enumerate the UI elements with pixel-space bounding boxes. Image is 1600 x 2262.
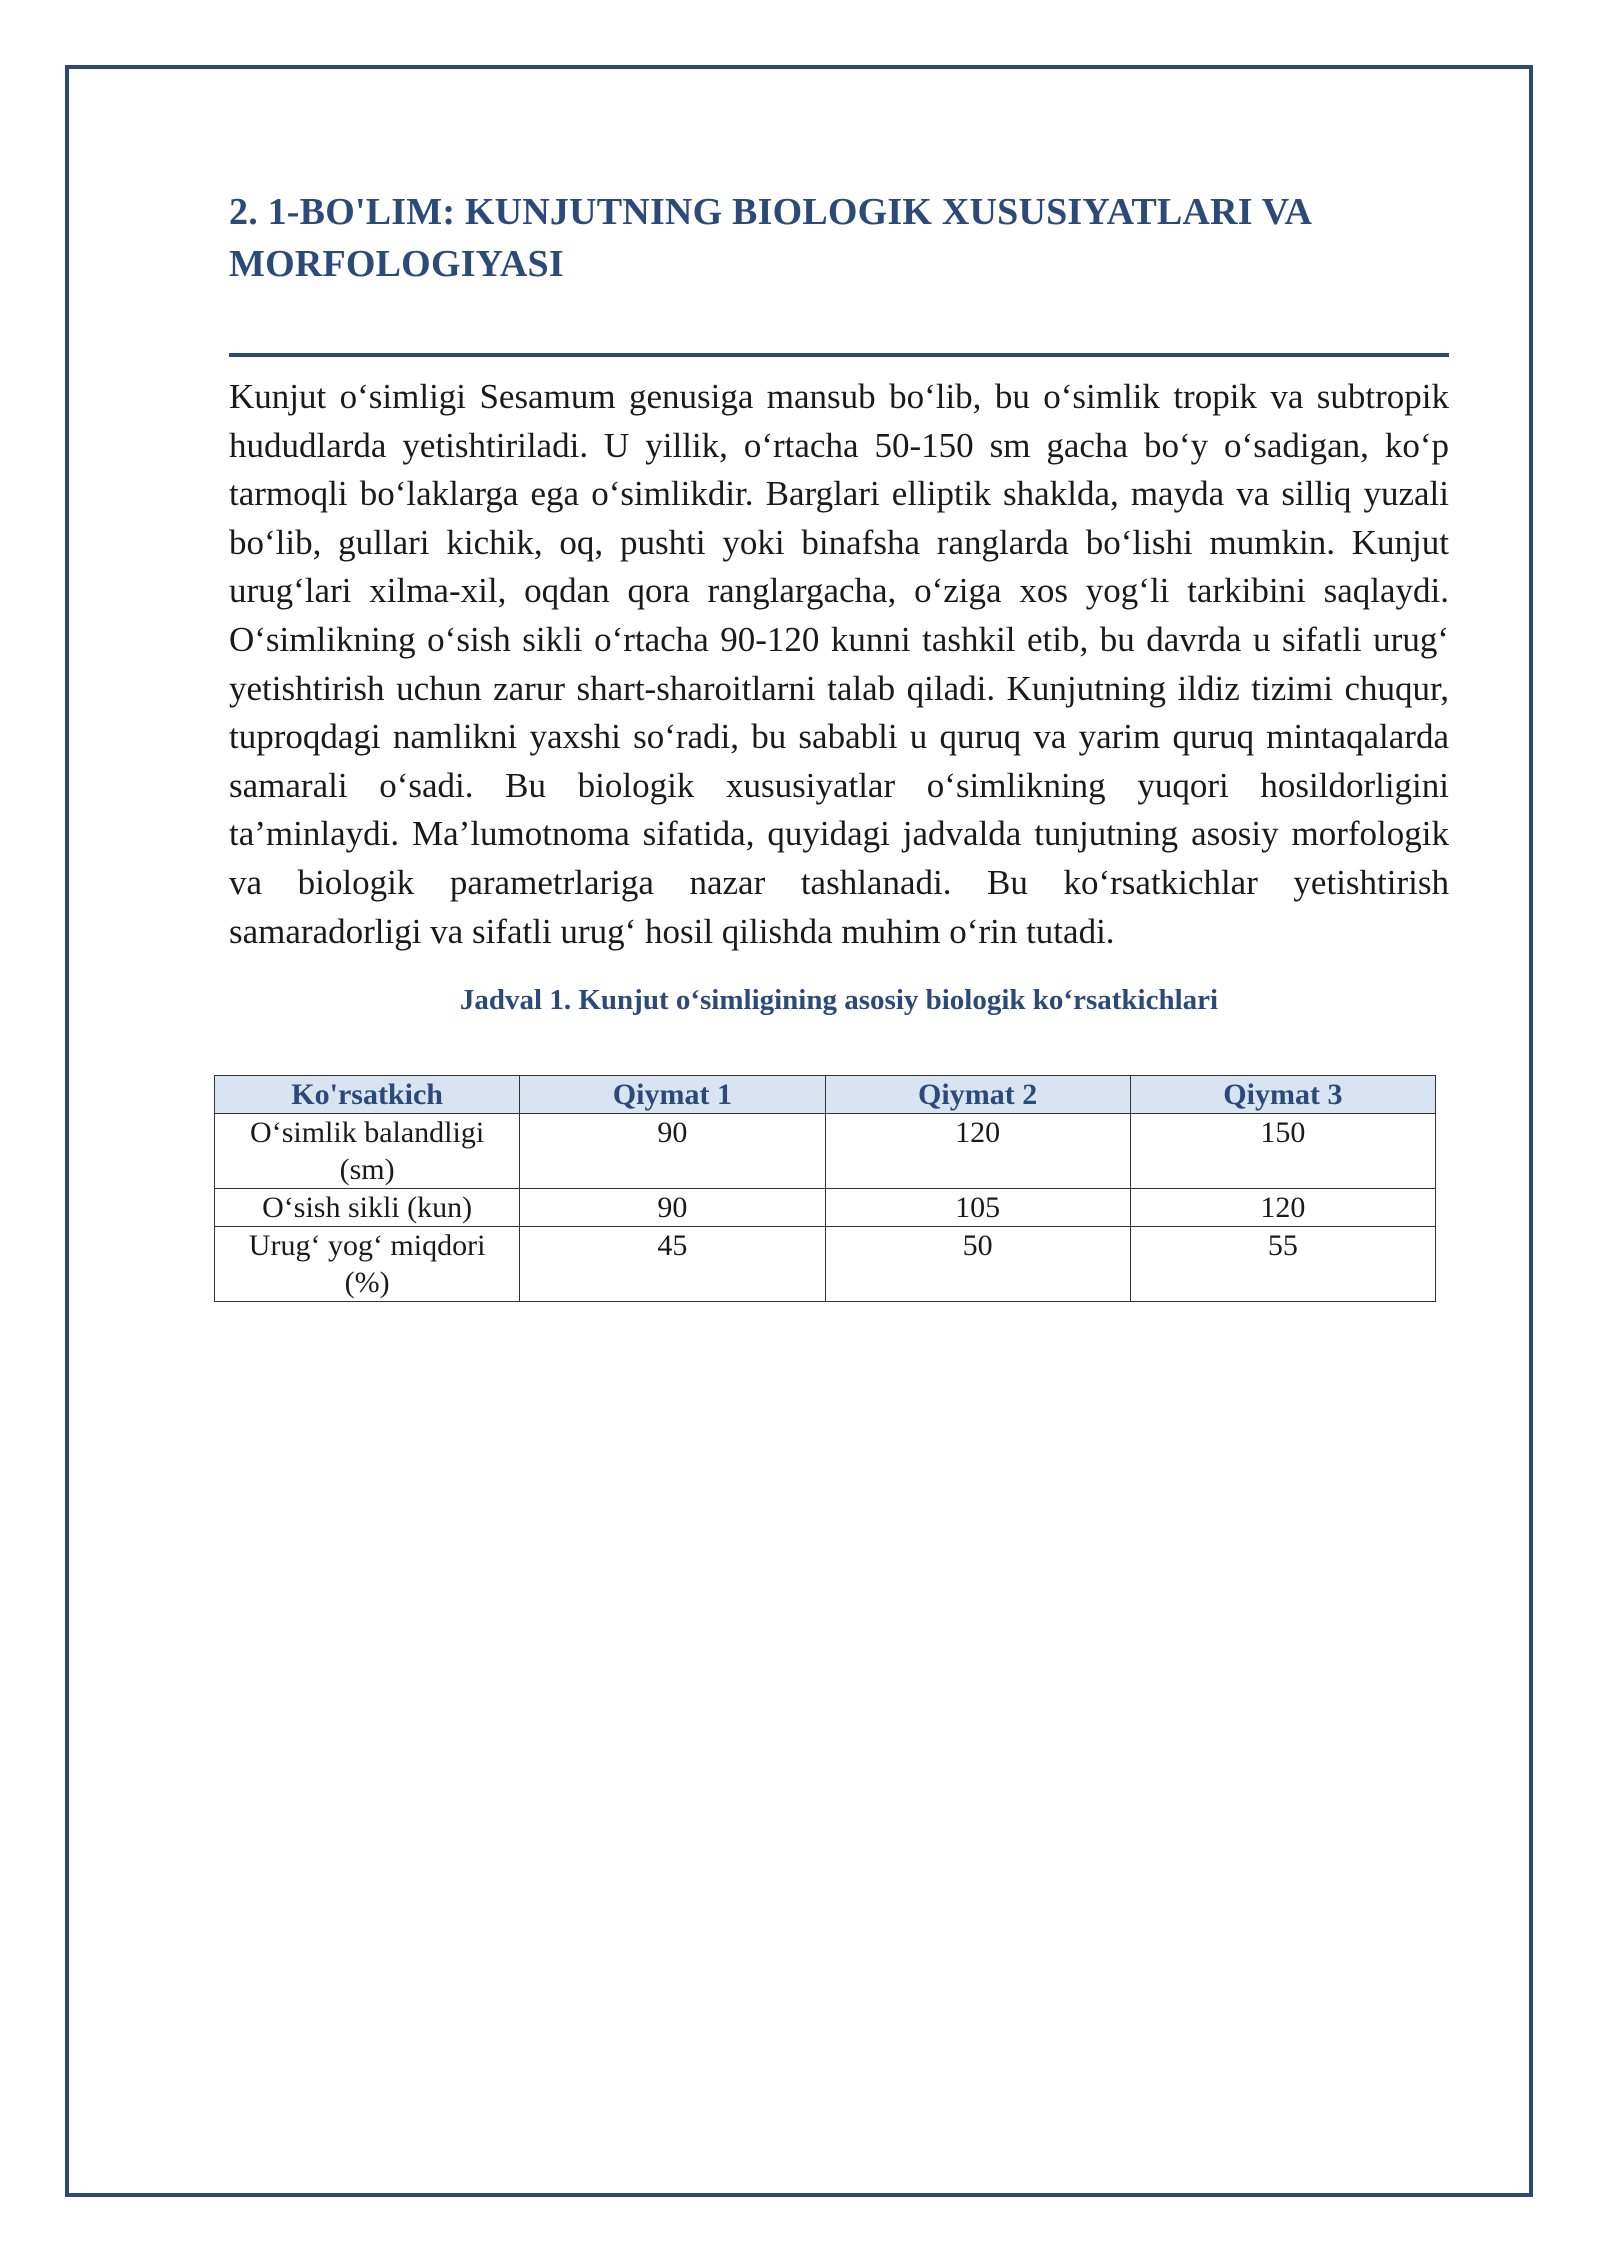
header-cell-value-1: Qiymat 1 — [520, 1076, 825, 1114]
section-heading: 2. 1-BO'LIM: KUNJUTNING BIOLOGIK XUSUSIYATLARI VA MORFOLOGIYASI — [229, 191, 1311, 285]
table-cell: 90 — [520, 1189, 825, 1227]
table-header-row — [215, 1076, 1436, 1114]
table-cell: 45 — [520, 1227, 825, 1302]
heading-divider — [229, 353, 1449, 357]
header-cell-indicator: Ko'rsatkich — [215, 1076, 520, 1114]
table-row — [215, 1189, 1436, 1227]
table-cell: 105 — [825, 1189, 1130, 1227]
table-row — [215, 1227, 1436, 1302]
table-container — [214, 1075, 1436, 1302]
table-cell: 50 — [825, 1227, 1130, 1302]
header-cell-value-2: Qiymat 2 — [825, 1076, 1130, 1114]
data-table — [214, 1075, 1436, 1302]
table-cell: Urug‘ yog‘ miqdori (%) — [215, 1227, 520, 1302]
table-cell: O‘simlik balandligi (sm) — [215, 1114, 520, 1189]
header-cell-value-3: Qiymat 3 — [1130, 1076, 1435, 1114]
table-cell: 90 — [520, 1114, 825, 1189]
table-cell: O‘sish sikli (kun) — [215, 1189, 520, 1227]
table-cell: 120 — [825, 1114, 1130, 1189]
table-cell: 55 — [1130, 1227, 1435, 1302]
body-paragraph: Kunjut o‘simligi Sesamum genusiga mansub bo‘lib, bu o‘simlik tropik va subtropik hududlarda yetishtiriladi. U yillik, o‘rtacha 50-150 sm gacha bo‘y o‘sadigan, ko‘p tarmoqli bo‘laklarga ega o‘simlikdir. Barglari elliptik shaklda, mayda va silliq yuzali bo‘lib, gullari kichik, oq, pushti yoki binafsha ranglarda bo‘lishi mumkin. Kunjut urug‘lari xilma-xil, oqdan qora ranglargacha, o‘ziga xos yog‘li tarkibini saqlaydi. O‘simlikning o‘sish sikli o‘rtacha 90-120 kunni tashkil etib, bu davrda u sifatli urug‘ yetishtirish uchun zarur shart-sharoitlarni talab qiladi. Kunjutning ildiz tizimi chuqur, tuproqdagi namlikni yaxshi so‘radi, bu sababli u quruq va yarim quruq mintaqalarda samarali o‘sadi. Bu biologik xususiyatlar o‘simlikning yuqori hosildorligini ta’minlaydi. Ma’lumotnoma sifatida, quyidagi jadvalda tunjutning asosiy morfologik va biologik parametrlariga nazar tashlanadi. Bu ko‘rsatkichlar yetishtirish samaradorligi va sifatli urug‘ hosil qilishda muhim o‘rin tutadi. — [229, 377, 1449, 951]
table-cell: 150 — [1130, 1114, 1435, 1189]
table-row — [215, 1114, 1436, 1189]
section-content — [229, 186, 1449, 1018]
table-cell: 120 — [1130, 1189, 1435, 1227]
table-caption: Jadval 1. Kunjut o‘simligining asosiy biologik ko‘rsatkichlari — [459, 984, 1219, 1017]
